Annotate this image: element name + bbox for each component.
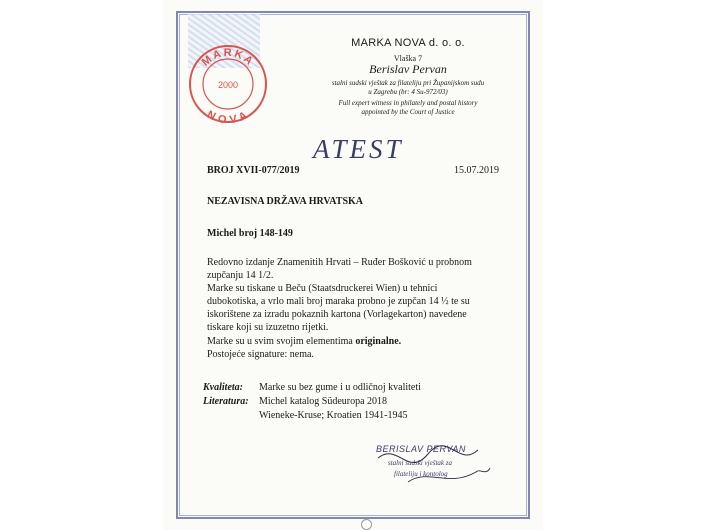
quality-value: Marke su bez gume i u odličnoj kvaliteti [259,382,421,393]
expert-title-hr-2: u Zagrebu (br: 4 Su-972/03) [368,88,448,96]
body-line: iskorištene za izradu pokaznih kartona (Vorlagekarton) navedene [207,309,467,320]
certificate [163,0,543,530]
originality-word: originalne. [355,336,402,347]
expert-signature-stamp [368,438,498,497]
originality-prefix: Marke su u svim svojim elementima [207,336,356,347]
michel-number: Michel broj 148-149 [207,228,293,239]
svg-text:MARKA [200,47,257,69]
signature-scribble [368,438,498,492]
seal-top-text: MARKA [199,46,257,69]
expert-title-en-2: appointed by the Court of Justice [361,108,455,116]
expert-title-en-1: Full expert witness in philately and postal history [338,99,478,107]
reference-number: BROJ XVII-077/2019 [207,165,300,176]
quality-label: Kvaliteta: [203,382,243,393]
literature-value: Michel katalog Südeuropa 2018 [259,396,388,407]
originality-statement [207,336,401,347]
body-line: Redovno izdanje Znamenitih Hrvati – Ruđer Bošković u probnom [207,257,472,268]
svg-text:NOVA [205,109,251,126]
marka-nova-seal [186,42,270,126]
expert-title-hr-1: stalni sudski vještak za filateliju pri Županijskom sudu [331,79,485,87]
company-address: Vlaška 7 [393,54,423,63]
signatures-line: Postojeće signature: nema. [207,349,314,360]
body-line: Marke su tiskane u Beču (Staatsdruckerei Wien) u tehnici [207,283,438,294]
literature-value: Wieneke-Kruse; Kroatien 1941-1945 [259,410,408,421]
seal-year: 2000 [217,80,239,90]
reference-date: 15.07.2019 [454,165,499,176]
country-heading: NEZAVISNA DRŽAVA HRVATSKA [207,196,364,207]
expert-name: Berislav Pervan [369,62,447,76]
body-line: tiskare koji su izuzetno rijetki. [207,322,329,333]
body-line: zupčanju 14 1/2. [207,270,274,281]
company-name: MARKA NOVA d. o. o. [351,37,465,49]
punch-hole [361,519,372,530]
signature-name: BERISLAV PERVAN [376,444,466,454]
seal-bottom-text: NOVA [204,108,252,126]
literature-label: Literatura: [203,396,249,407]
signature-line-1: stalni sudski vještak za [388,459,452,467]
signature-line-2: filateliju i kontolog [394,470,448,478]
document-title: ATEST [313,134,404,164]
body-line: dubokotiska, a vrlo mali broj maraka probno je zupčan 14 ½ te su [207,296,470,307]
